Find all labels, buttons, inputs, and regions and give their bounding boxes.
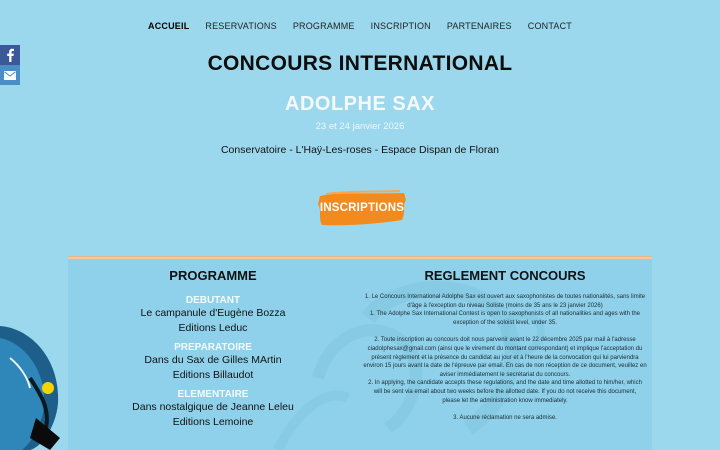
level-edition: Editions Billaudot [172,369,254,381]
nav-item-contact[interactable]: CONTACT [527,21,572,31]
reglement-line: ciadolphesax@gmail.com (ainsi que le virement du montant correspondant) et implique l'acceptation du [367,345,643,352]
programme-level-item [108,342,318,383]
reglement-heading: REGLEMENT CONCOURS [424,268,586,283]
reglement-line: aviser immédiatement le secrétariat du concours. [439,371,571,378]
reglement-line: environ 15 jours avant la date de l'épreuve par email. En cas de non réception de ce document, veuillez en [363,363,647,370]
section-divider [68,256,652,260]
level-piece: Le campanule d'Eugène Bozza [140,307,286,319]
page-title: CONCOURS INTERNATIONAL [207,52,513,75]
reglement-line: 1. Le Concours International Adolphe Sax est ouvert aux saxophonistes de toutes nationalités, sans limite [364,294,646,300]
inscriptions-label: INSCRIPTIONS [319,202,405,214]
programme-level-item [108,389,318,430]
nav-item-partenaires[interactable]: PARTENAIRES [446,21,512,31]
programme-heading: PROGRAMME [169,268,257,283]
reglement-line: d'âge à l'exception du niveau Soliste (moins de 35 ans le 23 janvier 2026) [407,302,603,309]
reglement-line: exception of the soloist level, under 35. [453,319,557,326]
reglement-line: 3. Aucune réclamation ne sera admise. [453,415,557,422]
programme-section [108,268,318,436]
programme-level-item [108,295,318,336]
reglement-line: please let the administration know immediately. [442,397,568,404]
paragraph-gap [360,327,650,336]
level-piece: Dans nostalgique de Jeanne Leleu [132,401,294,413]
level-name: DEBUTANT [185,295,241,306]
event-dates: 23 et 24 janvier 2026 [315,121,405,132]
nav-item-accueil[interactable]: ACCUEIL [148,21,190,31]
page-subtitle: ADOLPHE SAX [285,93,435,115]
paragraph-gap [360,405,650,414]
level-name: ELEMENTAIRE [177,389,249,400]
nav-item-inscription[interactable]: INSCRIPTION [370,21,431,31]
reglement-line: 2. Toute inscription au concours doit nous parvenir avant le 22 décembre 2025 par mail à l'adresse [374,337,636,344]
reglement-line: 1. The Adolphe Sax International Contest is open to saxophonists of all nationalities and ages with the [369,311,641,318]
level-edition: Editions Lemoine [172,416,254,428]
reglement-line: will be sent via email about two weeks before the allotted date. If you do not receive this document, [373,388,637,395]
background-illustration-left [0,318,70,450]
level-piece: Dans du Sax de Gilles MArtin [144,354,282,366]
level-edition: Editions Leduc [178,322,248,334]
reglement-line: 2. In applying, the candidate accepts these regulations, and the date and time allotted to him/her, which [368,380,642,387]
reglement-text [360,293,650,423]
event-venue: Conservatoire - L'Haÿ-Les-roses - Espace Dispan de Floran [220,144,500,156]
reglement-line: présent règlement et la présence du candidat au jour et à l'heure de la convocation qui lui parviendra [371,354,639,361]
nav-item-reservations[interactable]: RESERVATIONS [205,21,277,31]
nav-item-programme[interactable]: PROGRAMME [292,21,355,31]
inscriptions-button[interactable] [316,190,408,228]
reglement-section [360,268,650,423]
level-name: PREPARATOIRE [174,342,252,353]
main-nav [0,18,720,34]
